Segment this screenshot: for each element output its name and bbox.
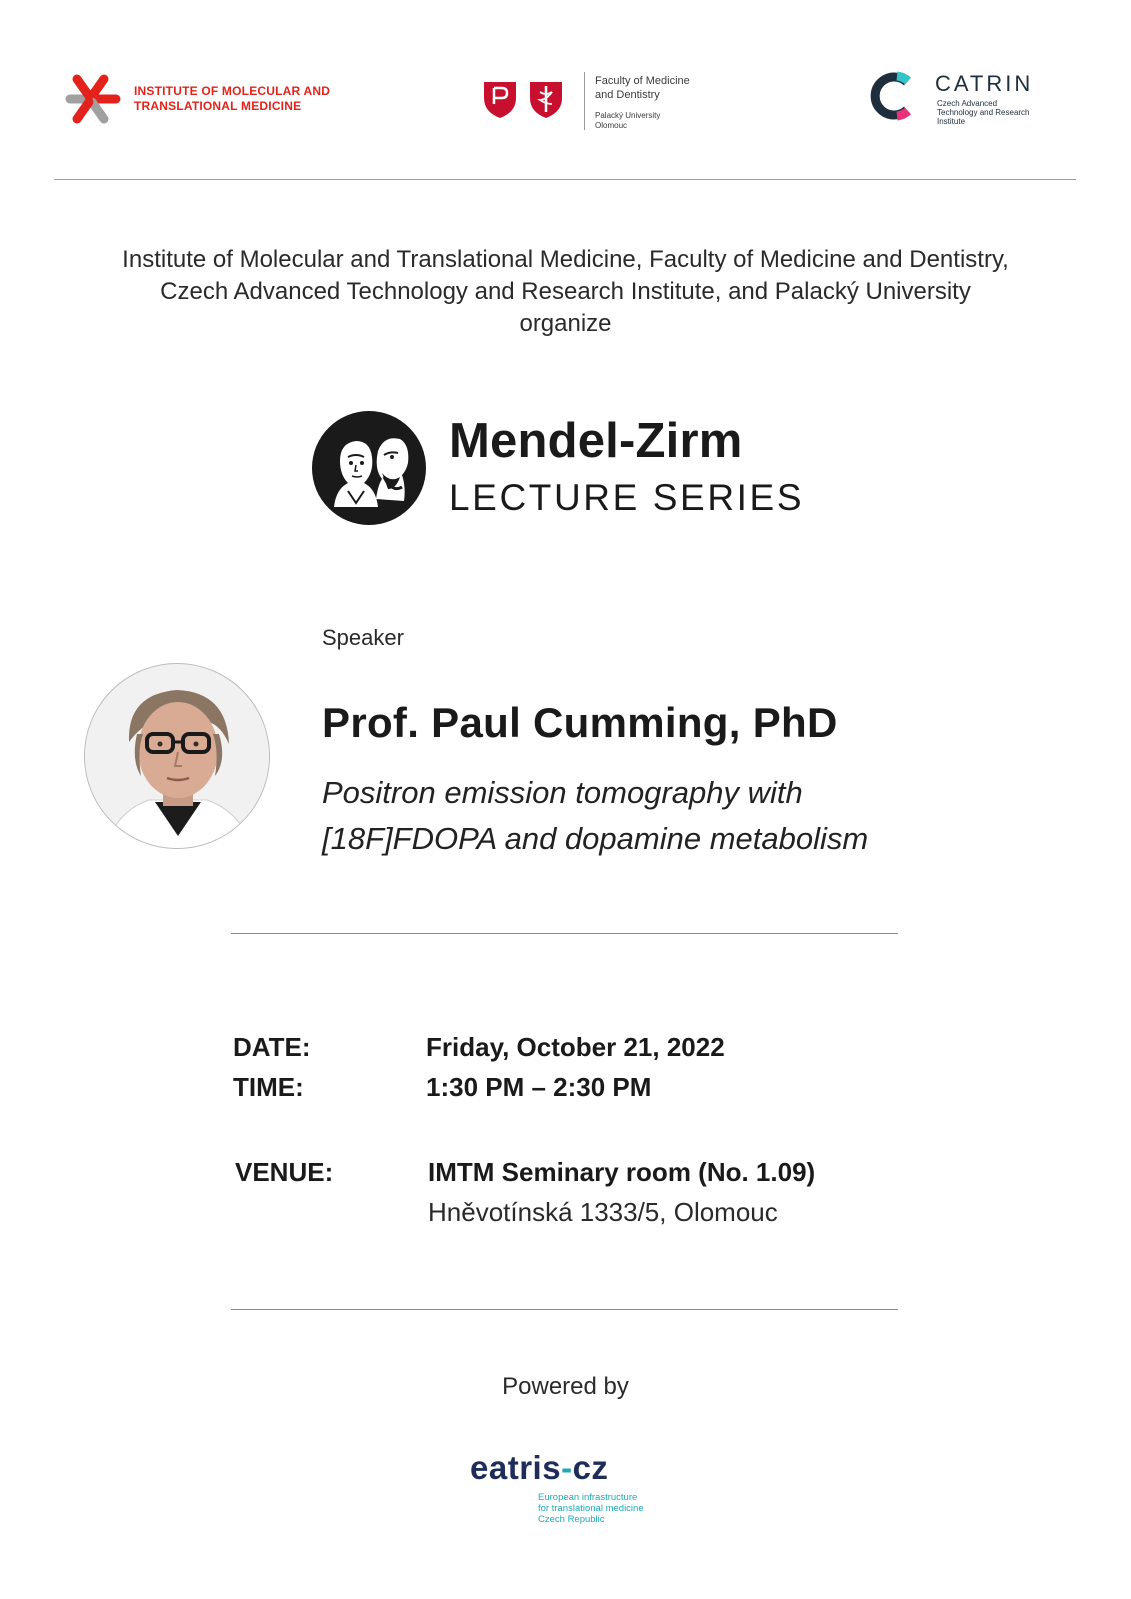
header-divider <box>54 179 1076 180</box>
speaker-photo <box>84 663 270 849</box>
venue-value: IMTM Seminary room (No. 1.09) <box>428 1157 816 1187</box>
mendel-zirm-medallion-icon <box>312 411 426 525</box>
logo-separator <box>584 72 585 130</box>
series-subtitle: LECTURE SERIES <box>449 477 805 518</box>
faculty-logo <box>482 72 722 132</box>
powered-by-label: Powered by <box>502 1373 629 1400</box>
venue-label: VENUE: <box>235 1157 334 1187</box>
catrin-c-icon <box>867 70 915 122</box>
date-value: Friday, October 21, 2022 <box>426 1032 725 1062</box>
university-shield-icon <box>482 80 518 120</box>
imtm-logo <box>62 72 342 128</box>
speaker-label: Speaker <box>322 625 404 650</box>
imtm-cross-icon <box>62 72 124 126</box>
catrin-logo <box>867 70 1067 130</box>
faculty-name: Faculty of Medicine and Dentistry <box>595 75 690 101</box>
eatris-cz-logo <box>470 1448 670 1528</box>
catrin-subtitle: Czech Advanced Technology and Research Institute <box>937 99 1030 126</box>
date-label: DATE: <box>233 1032 311 1062</box>
section-divider <box>231 933 898 934</box>
university-name: Palacký University Olomouc <box>595 111 661 130</box>
eatris-wordmark: eatris-cz <box>470 1449 609 1486</box>
time-value: 1:30 PM – 2:30 PM <box>426 1072 652 1102</box>
talk-title: Positron emission tomography with [18F]FDOPA and dopamine metabolism <box>322 775 869 856</box>
imtm-logo-text: INSTITUTE OF MOLECULAR AND TRANSLATIONAL MEDICINE <box>134 84 331 113</box>
speaker-name: Prof. Paul Cumming, PhD <box>322 699 838 746</box>
footer-divider <box>231 1309 898 1310</box>
speaker-portrait-icon <box>85 664 270 849</box>
medical-shield-icon <box>528 80 564 120</box>
catrin-name: CATRIN <box>935 71 1034 96</box>
venue-address: Hněvotínská 1333/5, Olomouc <box>428 1197 778 1227</box>
eatris-subtitle: European infrastructure for translational medicine Czech Republic <box>538 1492 644 1525</box>
time-label: TIME: <box>233 1072 304 1102</box>
series-title: Mendel-Zirm <box>449 414 743 468</box>
organizers-intro: Institute of Molecular and Translational Medicine, Faculty of Medicine and Dentistry, Czech Advanced Technology and Research Institute, and Palacký University organize <box>122 246 1009 337</box>
